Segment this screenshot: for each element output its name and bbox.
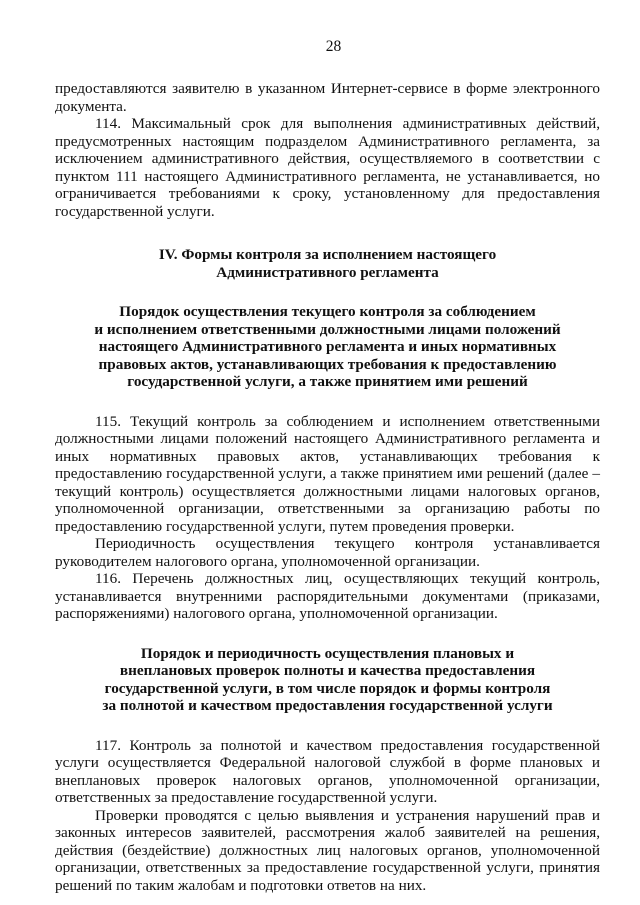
subsection-heading-current-control xyxy=(55,303,600,391)
subsection-heading-line: правовых актов, устанавливающих требования к предоставлению xyxy=(98,355,557,373)
page-number: 28 xyxy=(325,38,342,55)
subsection-heading-line: Порядок осуществления текущего контроля за соблюдением xyxy=(119,303,536,320)
paragraph-116: 116. Перечень должностных лиц, осуществляющих текущий контроль, устанавливается внутренними распорядительными документами (приказами, распоряжениями) налогового органа, уполномоченной организации. xyxy=(55,570,600,622)
paragraph-115: 115. Текущий контроль за соблюдением и исполнением ответственными должностными лицами положений настоящего Административного регламента и иных нормативных правовых актов, устанавливающих требования к предоставлению государственной услуги, а также принятием ими решений (далее – текущий контроль) осуществляется должностными лицами налоговых органов, уполномоченной организации, ответственными за организацию работы по предоставлению государственной услуги, путем проведения проверки. xyxy=(55,412,600,535)
subsection-heading-line: настоящего Административного регламента и иных нормативных xyxy=(98,338,557,355)
section-heading-line: IV. Формы контроля за исполнением настоящего xyxy=(158,246,497,263)
paragraph-117: 117. Контроль за полнотой и качеством предоставления государственной услуги осуществляется Федеральной налоговой службой в форме плановых и внеплановых проверок налоговых органов, уполномоченной организации, ответственных за предоставление государственной услуги. xyxy=(55,736,600,806)
subsection-heading-line: государственной услуги, в том числе порядок и формы контроля xyxy=(104,679,551,697)
subsection-heading-inspections xyxy=(55,645,600,715)
section-heading-line: Административного регламента xyxy=(216,263,439,281)
paragraph-117-checks: Проверки проводятся с целью выявления и устранения нарушений прав и законных интересов заявителей, рассмотрения жалоб заявителей на решения, действия (бездействие) должностных лиц налоговых органов, уполномоченной организации, ответственных за предоставление государственной услуги, принятия решений по таким жалобам и подготовки ответов на них. xyxy=(55,806,600,894)
subsection-heading-line: за полнотой и качеством предоставления государственной услуги xyxy=(102,697,553,714)
subsection-heading-line: Порядок и периодичность осуществления плановых и xyxy=(140,644,515,662)
paragraph-continuation: предоставляются заявителю в указанном Интернет-сервисе в форме электронного документа. xyxy=(55,80,600,115)
section-heading xyxy=(55,246,600,281)
subsection-heading-line: внеплановых проверок полноты и качества предоставления xyxy=(119,662,536,679)
subsection-heading-line: и исполнением ответственными должностными лицами положений xyxy=(94,320,561,338)
paragraph-115-periodicity: Периодичность осуществления текущего контроля устанавливается руководителем налогового органа, уполномоченной организации. xyxy=(55,535,600,570)
paragraph-114: 114. Максимальный срок для выполнения административных действий, предусмотренных настоящим подразделом Административного регламента, за исключением административного действия, осуществляемого в соответствии с пунктом 111 настоящего Административного регламента, не устанавливается, но ограничивается требованиями к сроку, установленному для предоставления государственной услуги. xyxy=(55,115,600,220)
subsection-heading-line: государственной услуги, а также принятием ими решений xyxy=(127,373,528,390)
